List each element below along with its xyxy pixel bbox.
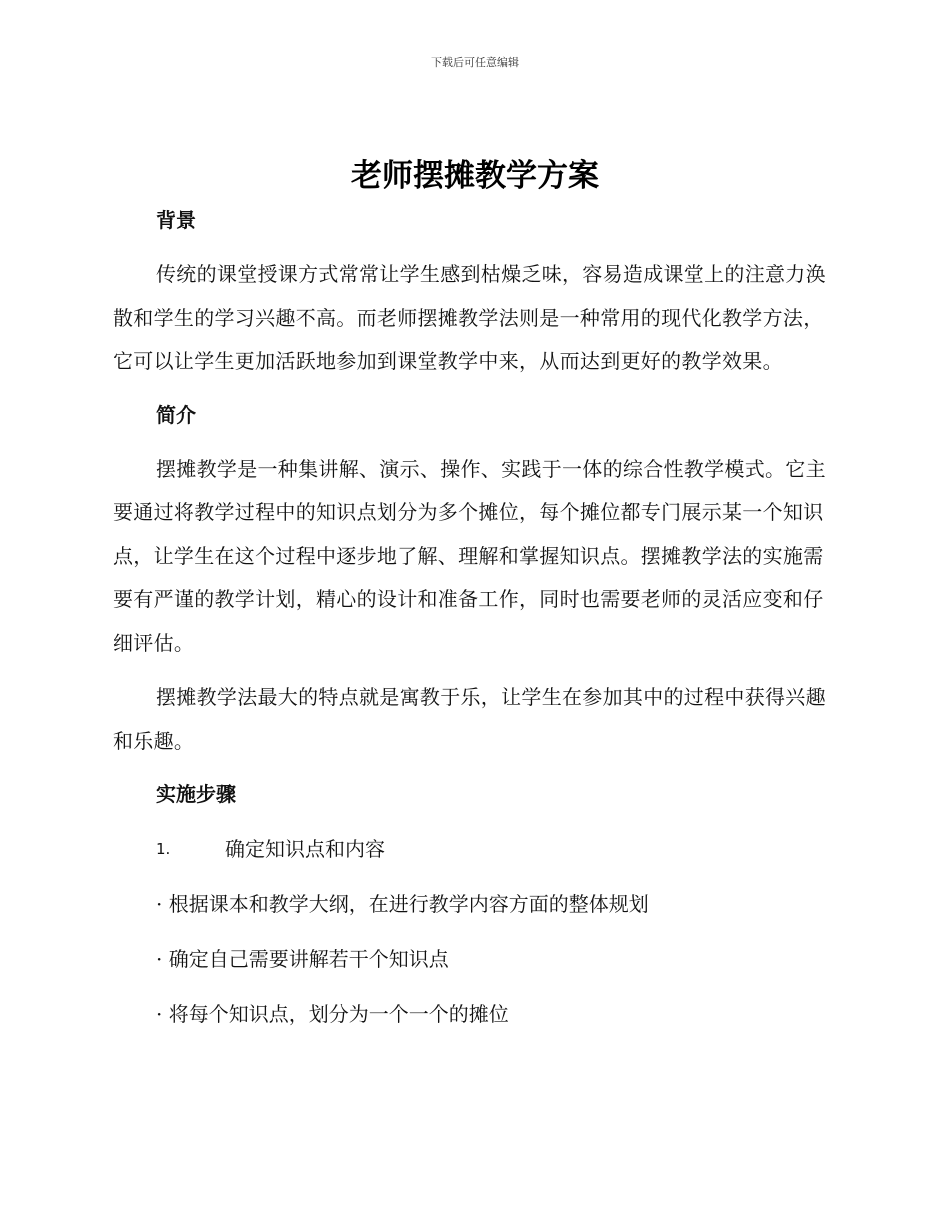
section-heading-background: 背景 xyxy=(156,208,196,232)
background-paragraph: 传统的课堂授课方式常常让学生感到枯燥乏味，容易造成课堂上的注意力涣散和学生的学习兴趣不高。而老师摆摊教学法则是一种常用的现代化教学方法，它可以让学生更加活跃地参加到课堂教学中来，从而达到更好的教学效果。 xyxy=(113,262,826,373)
bullet-item: · 将每个知识点，划分为一个一个的摊位 xyxy=(156,1002,509,1026)
section-heading-intro: 简介 xyxy=(156,402,196,427)
section-heading-steps: 实施步骤 xyxy=(156,782,236,806)
document-body xyxy=(113,200,833,1034)
bullet-item: · 根据课本和教学大纲，在进行教学内容方面的整体规划 xyxy=(156,892,649,916)
step-item-1 xyxy=(156,829,833,869)
page-header-note: 下载后可任意编辑 xyxy=(431,56,519,69)
document-title: 老师摆摊教学方案 xyxy=(351,158,599,194)
bullet-item: · 确定自己需要讲解若干个知识点 xyxy=(156,947,449,971)
step-label: 确定知识点和内容 xyxy=(225,837,385,861)
intro-paragraph-1: 摆摊教学是一种集讲解、演示、操作、实践于一体的综合性教学模式。它主要通过将教学过程中的知识点划分为多个摊位，每个摊位都专门展示某一个知识点，让学生在这个过程中逐步地了解、理解和掌握知识点。摆摊教学法的实施需要有严谨的教学计划，精心的设计和准备工作，同时也需要老师的灵活应变和仔细评估。 xyxy=(113,456,826,655)
step-number: 1. xyxy=(156,840,171,858)
intro-paragraph-2: 摆摊教学法最大的特点就是寓教于乐，让学生在参加其中的过程中获得兴趣和乐趣。 xyxy=(113,685,826,753)
